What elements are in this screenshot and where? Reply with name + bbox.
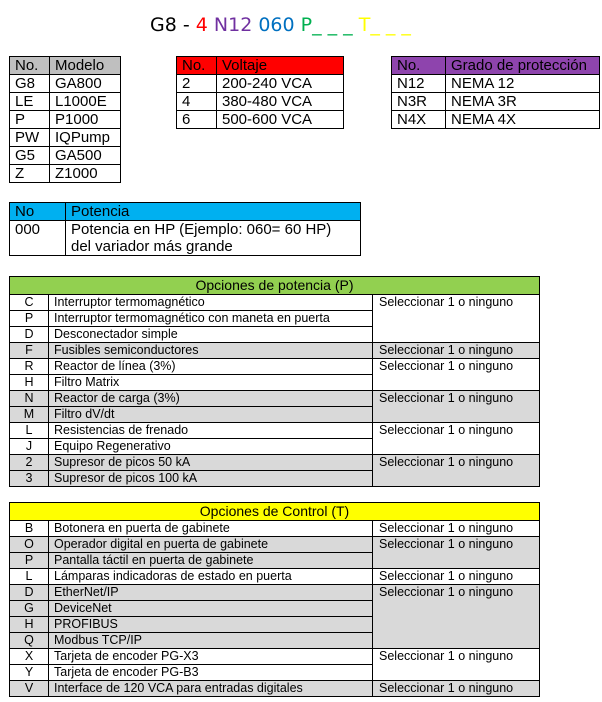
table-row [10,391,540,407]
value-cell: P1000 [50,111,121,129]
code-part: T_ _ _ [358,14,411,36]
option-description: Interruptor termomagnético con maneta en puerta [49,311,373,327]
option-description: Lámparas indicadoras de estado en puerta [49,569,373,585]
option-description: Botonera en puerta de gabinete [49,521,373,537]
potencia-table [9,202,361,256]
voltaje-table [176,56,344,129]
column-header: No [10,203,66,221]
option-description: Operador digital en puerta de gabinete [49,537,373,553]
table-row [10,455,540,471]
table-row [10,681,540,697]
option-description: Tarjeta de encoder PG-X3 [49,649,373,665]
option-code: D [10,585,49,601]
column-header: No. [177,57,217,75]
value-cell: IQPump [50,129,121,147]
option-description: Reactor de carga (3%) [49,391,373,407]
table-row [10,147,121,165]
option-description: Modbus TCP/IP [49,633,373,649]
value-cell: NEMA 12 [446,75,600,93]
code-part: 060 [258,14,301,36]
option-code: H [10,617,49,633]
option-description: Interruptor termomagnético [49,295,373,311]
table-row [10,521,540,537]
option-code: O [10,537,49,553]
table-title: Opciones de potencia (P) [10,277,540,295]
option-code: N [10,391,49,407]
option-code: 3 [10,471,49,487]
option-code: 2 [10,455,49,471]
code-cell: 4 [177,93,217,111]
table-row [177,75,344,93]
option-code: Y [10,665,49,681]
option-description: Reactor de línea (3%) [49,359,373,375]
option-code: G [10,601,49,617]
option-code: D [10,327,49,343]
table-row [10,165,121,183]
table-row [10,585,540,601]
option-description: PROFIBUS [49,617,373,633]
column-header: Voltaje [217,57,344,75]
value-cell [66,221,361,256]
opciones-control-table [9,502,540,697]
code-cell: 6 [177,111,217,129]
header-row [10,57,121,75]
option-description: Equipo Regenerativo [49,439,373,455]
column-header: Potencia [66,203,361,221]
option-description: Interface de 120 VCA para entradas digitales [49,681,373,697]
option-code: C [10,295,49,311]
selection-rule: Seleccionar 1 o ninguno [373,649,540,681]
code-cell: P [10,111,50,129]
option-description: Desconectador simple [49,327,373,343]
option-code: P [10,553,49,569]
option-code: V [10,681,49,697]
column-header: No. [392,57,446,75]
code-cell: N4X [392,111,446,129]
option-code: J [10,439,49,455]
selection-rule: Seleccionar 1 o ninguno [373,295,540,343]
value-line: Potencia en HP (Ejemplo: 060= 60 HP) [71,221,332,238]
selection-rule: Seleccionar 1 o ninguno [373,455,540,487]
option-description: EtherNet/IP [49,585,373,601]
value-cell: 380-480 VCA [217,93,344,111]
code-cell: Z [10,165,50,183]
table-row [10,423,540,439]
option-code: P [10,311,49,327]
opciones-potencia-table [9,276,540,487]
code-cell: G5 [10,147,50,165]
option-description: Tarjeta de encoder PG-B3 [49,665,373,681]
value-cell: NEMA 3R [446,93,600,111]
value-line: del variador más grande [71,238,233,255]
proteccion-table [391,56,600,129]
table-row [10,221,361,256]
option-code: X [10,649,49,665]
option-description: Supresor de picos 50 kA [49,455,373,471]
code-part: G8 - [150,14,196,36]
table-row [10,569,540,585]
table-row [10,537,540,553]
value-cell: GA500 [50,147,121,165]
table-title: Opciones de Control (T) [10,503,540,521]
option-description: Resistencias de frenado [49,423,373,439]
option-description: Filtro dV/dt [49,407,373,423]
header-row [10,203,361,221]
code-part: 4 [195,14,214,36]
table-row [177,111,344,129]
option-description: Supresor de picos 100 kA [49,471,373,487]
value-cell: L1000E [50,93,121,111]
header-row [392,57,600,75]
table-row [10,295,540,311]
column-header: Modelo [50,57,121,75]
option-description: Fusibles semiconductores [49,343,373,359]
column-header: Grado de protección [446,57,600,75]
table-row [10,649,540,665]
value-cell: Z1000 [50,165,121,183]
table-row [392,111,600,129]
title-row [10,503,540,521]
table-row [10,111,121,129]
selection-rule: Seleccionar 1 o ninguno [373,391,540,423]
selection-rule: Seleccionar 1 o ninguno [373,359,540,391]
table-row [177,93,344,111]
table-row [10,75,121,93]
option-code: R [10,359,49,375]
table-row [392,75,600,93]
table-row [392,93,600,111]
option-description: DeviceNet [49,601,373,617]
code-part: N12 [213,14,259,36]
option-description: Filtro Matrix [49,375,373,391]
code-cell: PW [10,129,50,147]
option-description: Pantalla táctil en puerta de gabinete [49,553,373,569]
table-row [10,93,121,111]
value-cell: NEMA 4X [446,111,600,129]
column-header: No. [10,57,50,75]
code-cell: G8 [10,75,50,93]
selection-rule: Seleccionar 1 o ninguno [373,681,540,697]
selection-rule: Seleccionar 1 o ninguno [373,537,540,569]
selection-rule: Seleccionar 1 o ninguno [373,569,540,585]
option-code: H [10,375,49,391]
value-cell: 500-600 VCA [217,111,344,129]
code-cell: 2 [177,75,217,93]
table-row [10,129,121,147]
selection-rule: Seleccionar 1 o ninguno [373,423,540,455]
header-row [177,57,344,75]
table-row [10,359,540,375]
model-code-legend [150,14,411,36]
title-row [10,277,540,295]
selection-rule: Seleccionar 1 o ninguno [373,585,540,649]
option-code: Q [10,633,49,649]
option-code: L [10,423,49,439]
selection-rule: Seleccionar 1 o ninguno [373,343,540,359]
option-code: L [10,569,49,585]
option-code: M [10,407,49,423]
option-code: B [10,521,49,537]
option-code: F [10,343,49,359]
code-cell: 000 [10,221,66,256]
table-row [10,343,540,359]
code-part: P_ _ _ [300,14,359,36]
selection-rule: Seleccionar 1 o ninguno [373,521,540,537]
code-cell: N12 [392,75,446,93]
value-cell: GA800 [50,75,121,93]
code-cell: LE [10,93,50,111]
modelo-table [9,56,121,183]
code-cell: N3R [392,93,446,111]
value-cell: 200-240 VCA [217,75,344,93]
